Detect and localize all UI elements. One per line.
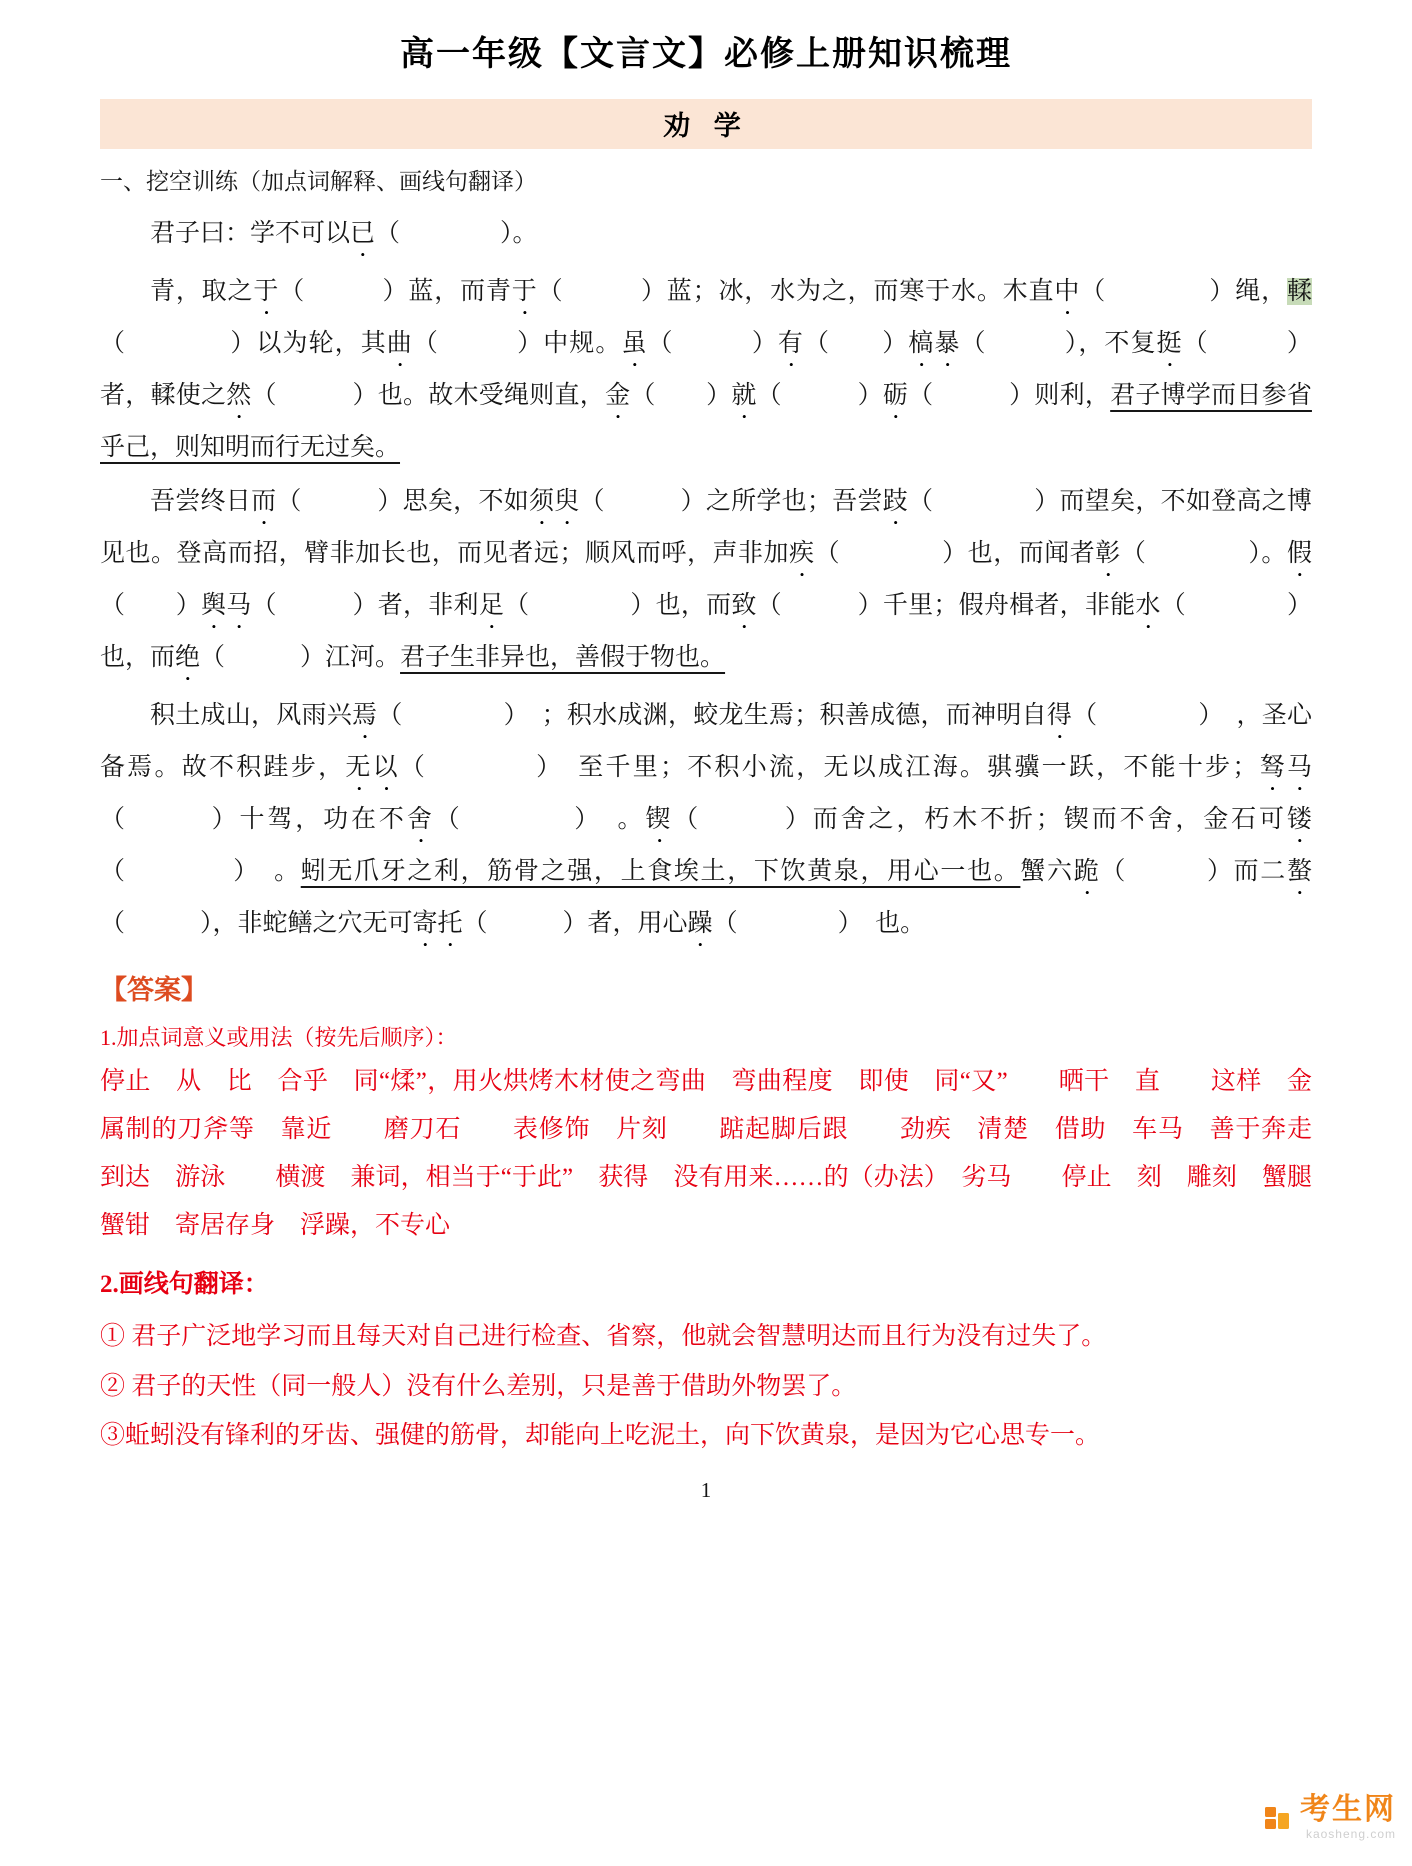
text-segment: （ ）而舍之，朽木不折；锲而不舍，金石可 xyxy=(673,806,1287,833)
text-segment: （ ）十驾，功在不 xyxy=(100,806,407,833)
text-segment: （ ）蓝；冰，水为之，而寒于水。木直 xyxy=(537,278,1055,305)
dotted-word: 金 xyxy=(605,382,631,409)
text-segment: （ ） xyxy=(630,382,732,409)
lesson-header-bar xyxy=(100,99,1312,149)
underlined-sentence: 君子生非异也，善假于物也。 xyxy=(400,644,726,671)
underlined-sentence: 君子博学而日参省乎己，则知明而行无过矣。 xyxy=(100,382,1312,461)
highlighted-char: 輮 xyxy=(1286,278,1312,305)
answers-q1-text: 停止 从 比 合乎 同“煣”，用火烘烤木材使之弯曲 弯曲程度 即使 同“又” 晒干 直 这样 金属制的刀斧等 靠近 磨刀石 表修饰 片刻 踮起脚后跟 劲疾 清楚 借助 车马 善于奔走 到达 游泳 横渡 兼词，相当于“于此” 获得 没有用来……的（办法） 劣马 停止 刻 雕刻 蟹腿 蟹钳 寄居存身 浮躁，不专心 xyxy=(100,1068,1338,1239)
text-segment: （ ） 也。 xyxy=(712,910,926,937)
dotted-word: 跂 xyxy=(882,488,908,515)
exercise-text xyxy=(100,210,1312,952)
translations-list xyxy=(100,1314,1312,1459)
text-segment: （ ）蓝，而青 xyxy=(279,278,512,305)
watermark-domain: kaosheng.com xyxy=(1305,1827,1396,1841)
text-segment: （ ）则利， xyxy=(908,382,1111,409)
text-segment: （ ）。 xyxy=(375,220,538,247)
dotted-word: 足 xyxy=(478,592,505,619)
text-segment: （ ）也，而闻者 xyxy=(814,540,1096,567)
dotted-word: 假 xyxy=(1286,540,1312,567)
text-segment: （ ） xyxy=(647,330,778,357)
text-segment: （ ）之所学也；吾尝 xyxy=(579,488,883,515)
text-segment: 君子曰：学不可以 xyxy=(150,220,351,247)
text-segment: （ ）者，非利 xyxy=(251,592,479,619)
answers-label: 【答案】 xyxy=(100,975,208,1005)
exercise-heading: 一、挖空训练（加点词解释、画线句翻译） xyxy=(100,169,537,194)
text-segment: （ ），非蛇鳝之穴无可 xyxy=(100,910,413,937)
dotted-word: 疾 xyxy=(789,540,815,567)
dotted-word: 镂 xyxy=(1286,806,1312,833)
dotted-word: 然 xyxy=(226,382,252,409)
translation-item: ② 君子的天性（同一般人）没有什么差别，只是善于借助外物罢了。 xyxy=(100,1372,857,1400)
text-segment: （ ）以为轮，其 xyxy=(100,330,387,357)
dotted-word: 跪 xyxy=(1073,858,1101,885)
text-segment: （ ） ，圣心备焉。故不积跬步， xyxy=(100,702,1312,781)
translation-item: ③蚯蚓没有锋利的牙齿、强健的筋骨，却能向上吃泥土，向下饮黄泉，是因为它心思专一。 xyxy=(100,1422,1101,1449)
text-segment: 积土成山，风雨兴 xyxy=(150,702,353,729)
dotted-word: 虽 xyxy=(621,330,648,357)
text-segment: （ ） xyxy=(804,330,909,357)
dotted-word: 驽马 xyxy=(1257,754,1312,781)
exercise-paragraph xyxy=(100,268,1312,472)
watermark-name: 考生网 xyxy=(1300,1793,1396,1826)
text-segment: 蟹六 xyxy=(1020,858,1074,885)
dotted-word: 有 xyxy=(777,330,804,357)
exercise-paragraph xyxy=(100,478,1312,686)
site-watermark xyxy=(1264,1795,1396,1840)
dotted-word: 须臾 xyxy=(528,488,580,515)
kaosheng-logo-icon xyxy=(1264,1795,1294,1834)
underlined-sentence: 蚓无爪牙之利，筋骨之强，上食埃土，下饮黄泉，用心一也。 xyxy=(300,858,1021,885)
text-segment: （ ），不复 xyxy=(960,330,1157,357)
text-segment: （ ）千里；假舟楫者，非能 xyxy=(756,592,1136,619)
lesson-title: 劝 学 xyxy=(663,111,749,141)
text-segment: （ ）也，而 xyxy=(100,592,1312,671)
text-segment: （ ）绳， xyxy=(1080,278,1287,305)
dotted-word: 寄托 xyxy=(412,910,463,937)
dotted-word: 于 xyxy=(253,278,280,305)
exercise-paragraph xyxy=(100,210,1312,262)
text-segment: 吾尝终日 xyxy=(150,488,252,515)
text-segment: （ ） xyxy=(756,382,883,409)
text-segment: 青，取之 xyxy=(150,278,254,305)
answers-q2-heading: 2.画线句翻译： xyxy=(100,1271,269,1298)
text-segment: （ ）。 xyxy=(1120,540,1287,567)
watermark-text-group xyxy=(1300,1795,1396,1840)
text-segment: （ ） 。 xyxy=(434,806,646,833)
text-segment: （ ） ；积水成渊，蛟龙生焉；积善成德，而神明自 xyxy=(377,702,1047,729)
text-segment: （ ）者，用心 xyxy=(462,910,688,937)
dotted-word: 挺 xyxy=(1156,330,1183,357)
dotted-word: 水 xyxy=(1135,592,1161,619)
text-segment: （ ）江河。 xyxy=(200,644,401,671)
dotted-word: 于 xyxy=(511,278,538,305)
dotted-word: 绝 xyxy=(175,644,201,671)
dotted-word: 已 xyxy=(350,220,376,247)
answers-q1-heading: 1.加点词意义或用法（按先后顺序）： xyxy=(100,1025,458,1050)
text-segment: （ ）思矣，不如 xyxy=(276,488,529,515)
dotted-word: 致 xyxy=(731,592,757,619)
text-segment: （ ） 。 xyxy=(100,858,301,885)
dotted-word: 舆马 xyxy=(201,592,252,619)
dotted-word: 舍 xyxy=(406,806,435,833)
text-segment: （ ）中规。 xyxy=(412,330,622,357)
dotted-word: 中 xyxy=(1054,278,1081,305)
text-segment: （ ） 至千里；不积小流，无以成江海。骐骥一跃，不能十步； xyxy=(399,754,1258,781)
dotted-word: 无以 xyxy=(345,754,400,781)
text-segment: （ ）也。故木受绳则直， xyxy=(251,382,606,409)
text-segment: （ ）也，而 xyxy=(504,592,732,619)
dotted-word: 得 xyxy=(1046,702,1073,729)
text-segment: （ ）而二 xyxy=(1100,858,1287,885)
exercise-paragraph xyxy=(100,692,1312,952)
page-title: 高一年级【文言文】必修上册知识梳理 xyxy=(400,35,1012,73)
dotted-word: 而 xyxy=(251,488,277,515)
dotted-word: 彰 xyxy=(1095,540,1121,567)
dotted-word: 砺 xyxy=(882,382,909,409)
dotted-word: 螯 xyxy=(1286,858,1312,885)
text-segment: （ ）而望矣，不如登高之博见也。登高而招，臂非加长也，而见者远；顺风而呼，声非加 xyxy=(100,488,1312,567)
dotted-word: 曲 xyxy=(386,330,413,357)
dotted-word: 躁 xyxy=(687,910,713,937)
dotted-word: 锲 xyxy=(645,806,674,833)
dotted-word: 焉 xyxy=(352,702,378,729)
text-segment: （ ）者，輮使之 xyxy=(100,330,1312,409)
text-segment: （ ） xyxy=(100,592,202,619)
page-number: 1 xyxy=(700,1478,712,1502)
dotted-word: 槁暴 xyxy=(908,330,961,357)
dotted-word: 就 xyxy=(731,382,757,409)
translation-item: ① 君子广泛地学习而且每天对自己进行检查、省察，他就会智慧明达而且行为没有过失了。 xyxy=(100,1323,1107,1350)
